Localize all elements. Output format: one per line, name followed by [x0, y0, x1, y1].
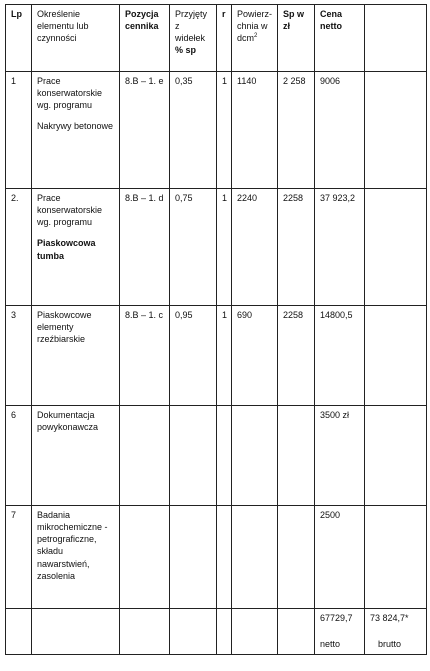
- cell-element: Piaskowcowe elementy rzeźbiarskie: [32, 306, 120, 406]
- header-powierzchnia-label: Powierz-chnia w: [237, 9, 273, 32]
- header-lp: Lp: [6, 5, 32, 72]
- cell-element: [32, 72, 120, 189]
- cell-przyjety: [170, 506, 217, 609]
- cell-lp: 2.: [6, 189, 32, 306]
- cell-element-sub: Piaskowcowa tumba: [37, 238, 96, 261]
- cell-przyjety: 0,95: [170, 306, 217, 406]
- cell-przyjety: 0,35: [170, 72, 217, 189]
- cost-estimate-table: [5, 4, 427, 655]
- cell-przyjety: 0,75: [170, 189, 217, 306]
- header-przyjety-line-1: Przyjęty: [175, 9, 208, 19]
- total-netto-label: netto: [320, 639, 341, 650]
- header-cena: Cena netto: [315, 5, 365, 72]
- cell-empty: [170, 609, 217, 655]
- cell-element-text: Prace konserwatorskie wg. programu: [37, 76, 103, 111]
- total-netto: [315, 609, 365, 655]
- cell-r: 1: [217, 72, 232, 189]
- cell-lp: 6: [6, 406, 32, 506]
- cell-pozycja: 8.B – 1. d: [120, 189, 170, 306]
- cell-lp: 1: [6, 72, 32, 189]
- cell-element: Dokumentacja powykonawcza: [32, 406, 120, 506]
- header-przyjety-percent: % sp: [175, 45, 197, 56]
- total-brutto-value: 73 824,7*: [370, 613, 409, 623]
- total-brutto: [365, 609, 427, 655]
- cell-powierzchnia: 1140: [232, 72, 278, 189]
- cell-powierzchnia: [232, 506, 278, 609]
- cell-sp: 2 258: [278, 72, 315, 189]
- cell-empty: [365, 72, 427, 189]
- cell-sp: [278, 406, 315, 506]
- header-element: Określenie elementu lub czynności: [32, 5, 120, 72]
- cell-empty: [365, 306, 427, 406]
- cell-pozycja: [120, 406, 170, 506]
- header-pozycja: Pozycja cennika: [120, 5, 170, 72]
- cell-empty: [365, 406, 427, 506]
- cell-powierzchnia: [232, 406, 278, 506]
- cell-cena: 14800,5: [315, 306, 365, 406]
- header-row: [6, 5, 427, 72]
- cell-cena: 2500: [315, 506, 365, 609]
- cell-element: [32, 189, 120, 306]
- cell-empty: [120, 609, 170, 655]
- cell-cena: 37 923,2: [315, 189, 365, 306]
- cell-pozycja: [120, 506, 170, 609]
- cell-przyjety: [170, 406, 217, 506]
- cell-r: [217, 506, 232, 609]
- header-sp: Sp w zł: [278, 5, 315, 72]
- cell-element: Badania mikrochemiczne - petrograficzne, składu nawarstwień, zasolenia: [32, 506, 120, 609]
- cell-element-text: Prace konserwatorskie wg. programu: [37, 193, 103, 228]
- table-row: [6, 406, 427, 506]
- cell-sp: 2258: [278, 189, 315, 306]
- total-brutto-label: brutto: [378, 639, 402, 650]
- cell-cena: 3500 zł: [315, 406, 365, 506]
- table-row: [6, 72, 427, 189]
- cell-empty: [232, 609, 278, 655]
- cell-r: 1: [217, 306, 232, 406]
- header-przyjety: [170, 5, 217, 72]
- cell-cena: 9006: [315, 72, 365, 189]
- cell-empty: [365, 189, 427, 306]
- cell-empty: [6, 609, 32, 655]
- cell-empty: [217, 609, 232, 655]
- cell-r: [217, 406, 232, 506]
- header-powierzchnia-unit: dcm: [237, 33, 255, 44]
- cell-empty: [278, 609, 315, 655]
- cell-lp: 7: [6, 506, 32, 609]
- table-row: [6, 306, 427, 406]
- header-empty: [365, 5, 427, 72]
- cell-sp: 2258: [278, 306, 315, 406]
- total-netto-value: 67729,7: [320, 613, 353, 623]
- cell-empty: [32, 609, 120, 655]
- table-row: [6, 189, 427, 306]
- table-row: [6, 506, 427, 609]
- header-przyjety-line-2: z: [175, 21, 180, 32]
- cell-element-sub: Nakrywy betonowe: [37, 121, 114, 132]
- cell-powierzchnia: 2240: [232, 189, 278, 306]
- header-r: r: [217, 5, 232, 72]
- cell-r: 1: [217, 189, 232, 306]
- cell-lp: 3: [6, 306, 32, 406]
- cell-pozycja: 8.B – 1. e: [120, 72, 170, 189]
- cell-pozycja: 8.B – 1. c: [120, 306, 170, 406]
- header-powierzchnia-sup: 2: [254, 33, 258, 40]
- header-przyjety-line-3: widełek: [175, 33, 206, 44]
- cell-sp: [278, 506, 315, 609]
- header-powierzchnia: [232, 5, 278, 72]
- cell-powierzchnia: 690: [232, 306, 278, 406]
- cell-empty: [365, 506, 427, 609]
- totals-row: [6, 609, 427, 655]
